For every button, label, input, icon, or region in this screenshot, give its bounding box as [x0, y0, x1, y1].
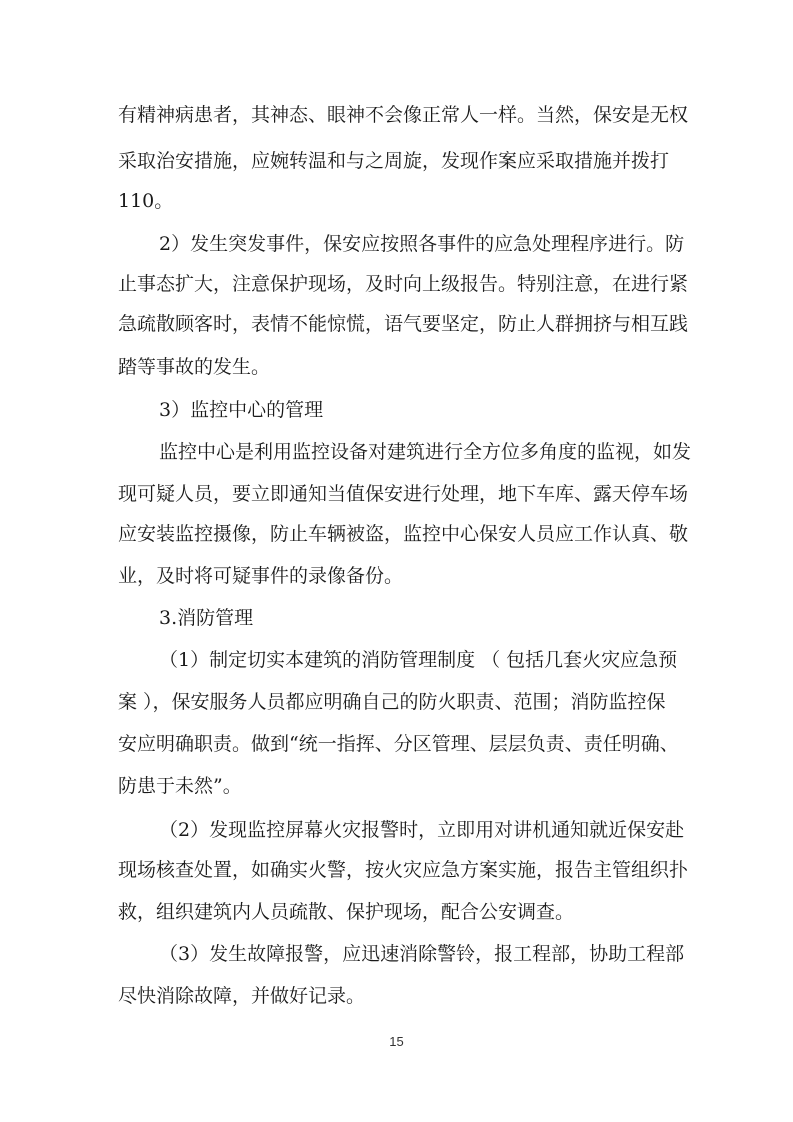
text-line [0, 229, 793, 259]
text-line [0, 395, 793, 425]
text-line [0, 815, 793, 845]
line-text: 案 ），保安服务人员都应明确自己的防火职责、范围；消防监控保 [118, 691, 666, 713]
line-text: 采取治安措施，应婉转温和与之周旋，发现作案应采取措施并拨打 [118, 150, 670, 172]
text-line [0, 603, 793, 633]
line-text: 现场核查处置，如确实火警，按火灾应急方案实施，报告主管组织扑 [118, 859, 689, 881]
line-text: 3.消防管理 [159, 607, 254, 629]
text-line [0, 100, 793, 130]
text-line [0, 729, 793, 759]
text-line [0, 897, 793, 927]
line-text: 安应明确职责。做到“统一指挥、分区管理、层层负责、责任明确、 [118, 733, 679, 755]
text-line [0, 645, 793, 675]
text-line [0, 855, 793, 885]
line-text: 止事态扩大，注意保护现场，及时向上级报告。特别注意，在进行紧 [118, 273, 689, 295]
line-text: 急疏散顾客时，表情不能惊慌，语气要坚定，防止人群拥挤与相互践 [118, 313, 689, 335]
text-line [0, 771, 793, 801]
line-text: 防患于未然”。 [118, 775, 242, 797]
text-line [0, 269, 793, 299]
line-text: 踏等事故的发生。 [118, 356, 271, 378]
text-line [0, 309, 793, 339]
page-number: 15 [389, 1034, 404, 1049]
text-line [0, 687, 793, 717]
line-text: 110。 [118, 190, 174, 212]
text-line [0, 146, 793, 176]
line-text: （3）发生故障报警，应迅速消除警铃，报工程部，协助工程部 [159, 943, 685, 965]
line-text: （1）制定切实本建筑的消防管理制度 （ 包括几套火灾应急预 [159, 649, 678, 671]
line-text: 监控中心是利用监控设备对建筑进行全方位多角度的监视，如发 [159, 441, 692, 463]
text-line [0, 519, 793, 549]
line-text: 业，及时将可疑事件的录像备份。 [118, 565, 404, 587]
text-line [0, 981, 793, 1011]
line-text: 尽快消除故障，并做好记录。 [118, 985, 366, 1007]
text-line [0, 561, 793, 591]
line-text: 现可疑人员，要立即通知当值保安进行处理，地下车库、露天停车场 [118, 483, 689, 505]
text-line [0, 352, 793, 382]
text-line [0, 939, 793, 969]
line-text: 救，组织建筑内人员疏散、保护现场，配合公安调查。 [118, 901, 575, 923]
line-text: 有精神病患者，其神态、眼神不会像正常人一样。当然，保安是无权 [118, 104, 689, 126]
text-line [0, 479, 793, 509]
line-text: 3）监控中心的管理 [159, 399, 324, 421]
text-line [0, 437, 793, 467]
line-text: 应安装监控摄像，防止车辆被盗，监控中心保安人员应工作认真、敬 [118, 523, 689, 545]
line-text: 2）发生突发事件，保安应按照各事件的应急处理程序进行。防 [159, 233, 685, 255]
text-line [0, 186, 793, 216]
line-text: （2）发现监控屏幕火灾报警时，立即用对讲机通知就近保安赴 [159, 819, 685, 841]
